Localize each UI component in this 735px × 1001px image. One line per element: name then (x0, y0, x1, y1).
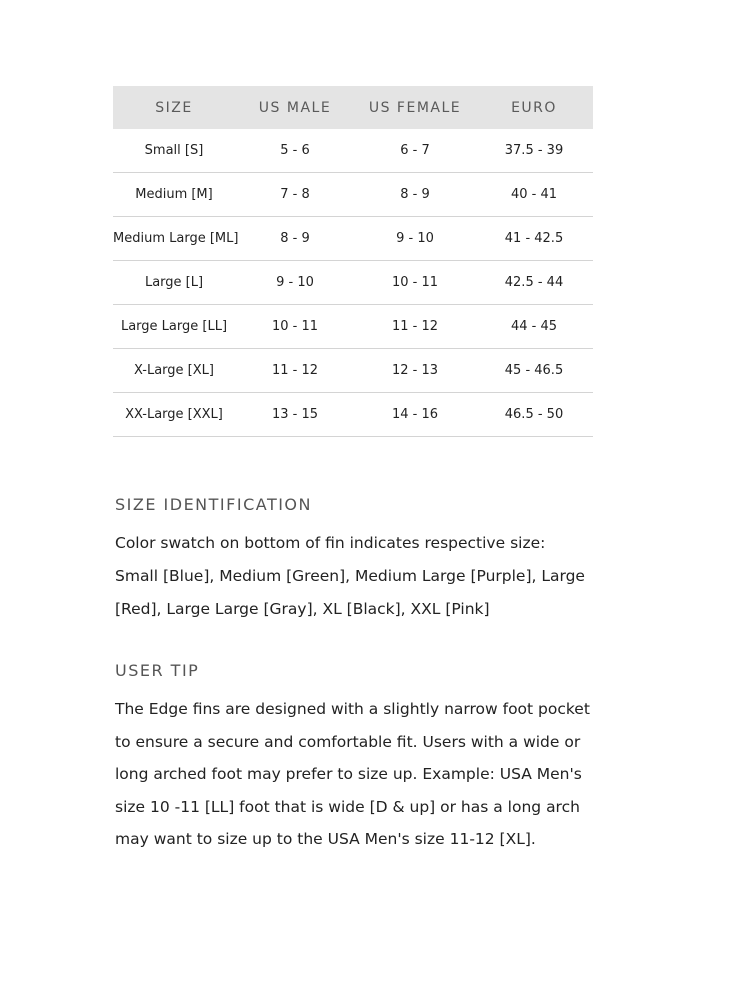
cell-size: Medium [M] (113, 173, 235, 217)
header-size: SIZE (113, 86, 235, 129)
table-row (113, 393, 593, 437)
cell-us-male: 8 - 9 (235, 217, 355, 261)
cell-size: Large Large [LL] (113, 305, 235, 349)
user-tip-heading: USER TIP (115, 661, 200, 680)
table-row (113, 349, 593, 393)
table-row (113, 173, 593, 217)
cell-us-female: 10 - 11 (355, 261, 475, 305)
cell-us-male: 7 - 8 (235, 173, 355, 217)
cell-euro: 45 - 46.5 (475, 349, 593, 393)
cell-us-female: 8 - 9 (355, 173, 475, 217)
cell-euro: 44 - 45 (475, 305, 593, 349)
size-identification-text (115, 527, 605, 626)
header-us-female: US FEMALE (355, 86, 475, 129)
cell-size: Medium Large [ML] (113, 217, 235, 261)
cell-size: XX-Large [XXL] (113, 393, 235, 437)
text-line: Small [Blue], Medium [Green], Medium Large [Purple], Large (115, 567, 585, 585)
cell-euro: 37.5 - 39 (475, 129, 593, 173)
text-line: to ensure a secure and comfortable fit. Users with a wide or (115, 732, 581, 751)
cell-us-male: 13 - 15 (235, 393, 355, 437)
text-line: may want to size up to the USA Men's size 11-12 [XL]. (115, 830, 536, 848)
cell-us-female: 11 - 12 (355, 305, 475, 349)
header-row (113, 86, 593, 129)
table-row (113, 217, 593, 261)
text-line: size 10 -11 [LL] foot that is wide [D & up] or has a long arch (115, 797, 580, 816)
cell-us-female: 6 - 7 (355, 129, 475, 173)
size-identification-heading: SIZE IDENTIFICATION (115, 495, 312, 514)
table-row (113, 305, 593, 349)
cell-us-male: 9 - 10 (235, 261, 355, 305)
table-row (113, 261, 593, 305)
header-euro: EURO (475, 86, 593, 129)
cell-euro: 42.5 - 44 (475, 261, 593, 305)
text-line: The Edge fins are designed with a slightly narrow foot pocket (115, 700, 590, 718)
size-chart-body (113, 129, 593, 437)
text-line: [Red], Large Large [Gray], XL [Black], XXL [Pink] (115, 600, 490, 618)
cell-us-male: 11 - 12 (235, 349, 355, 393)
cell-us-female: 14 - 16 (355, 393, 475, 437)
cell-us-female: 9 - 10 (355, 217, 475, 261)
cell-euro: 41 - 42.5 (475, 217, 593, 261)
cell-us-female: 12 - 13 (355, 349, 475, 393)
header-us-male: US MALE (235, 86, 355, 129)
text-line: long arched foot may prefer to size up. Example: USA Men's (115, 765, 582, 783)
cell-euro: 46.5 - 50 (475, 393, 593, 437)
size-chart-table (113, 86, 593, 437)
cell-size: Large [L] (113, 261, 235, 305)
cell-size: Small [S] (113, 129, 235, 173)
cell-us-male: 10 - 11 (235, 305, 355, 349)
text-line: Color swatch on bottom of fin indicates respective size: (115, 534, 546, 552)
table-row (113, 129, 593, 173)
size-chart-header (113, 86, 593, 129)
cell-size: X-Large [XL] (113, 349, 235, 393)
cell-us-male: 5 - 6 (235, 129, 355, 173)
cell-euro: 40 - 41 (475, 173, 593, 217)
user-tip-text (115, 693, 605, 856)
